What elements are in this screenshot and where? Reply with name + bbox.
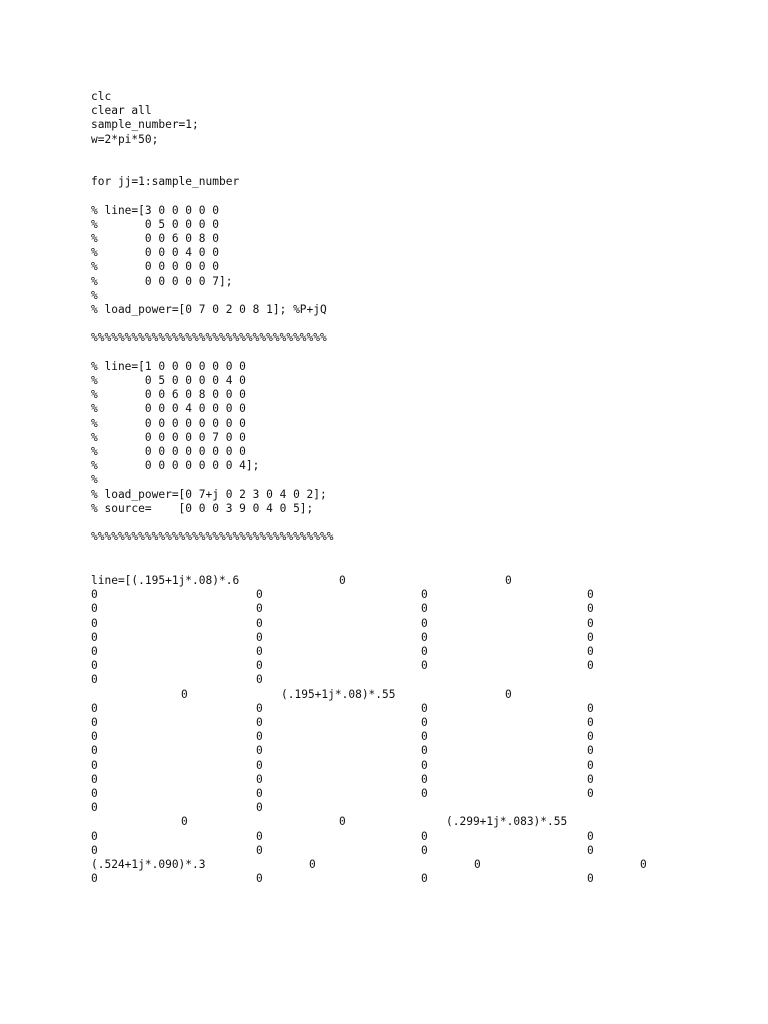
- matrix-cell: 0: [256, 758, 263, 772]
- code-line: % source= [0 0 0 3 9 0 4 0 5];: [91, 501, 314, 515]
- matrix-cell: 0: [421, 744, 428, 758]
- code-line: clc: [91, 90, 112, 103]
- matrix-cell: 0: [91, 616, 98, 630]
- code-line: % 0 0 6 0 8 0: [91, 232, 219, 245]
- matrix-cell: 0: [91, 829, 98, 843]
- matrix-cell: 0: [91, 758, 98, 772]
- code-line: % 0 5 0 0 0 0 4 0: [91, 374, 246, 387]
- matrix-cell: 0: [587, 772, 594, 786]
- matrix-cell: line=[(.195+1j*.08)*.6: [91, 574, 240, 587]
- matrix-cell: 0: [256, 872, 263, 886]
- matrix-cell: 0: [91, 872, 98, 886]
- matrix-cell: 0: [256, 829, 263, 843]
- matrix-cell: 0: [587, 716, 594, 729]
- matrix-cell: 0: [421, 758, 428, 772]
- code-line: % 0 0 0 4 0 0: [91, 246, 219, 260]
- matrix-cell: 0: [587, 602, 594, 616]
- matrix-cell: 0: [421, 616, 428, 630]
- matrix-cell: 0: [587, 744, 594, 758]
- matrix-cell: 0: [505, 574, 512, 587]
- matrix-cell: 0: [474, 858, 481, 871]
- matrix-cell: 0: [91, 787, 98, 800]
- matrix-cell: 0: [256, 673, 263, 687]
- matrix-cell: 0: [421, 787, 428, 800]
- matrix-cell: 0: [256, 772, 263, 786]
- matrix-cell: 0: [256, 801, 263, 815]
- code-line: %: [91, 473, 98, 487]
- matrix-cell: 0: [421, 772, 428, 786]
- matrix-cell: 0: [587, 588, 594, 602]
- matrix-cell: 0: [91, 630, 98, 644]
- matrix-cell: 0: [91, 730, 98, 744]
- matrix-cell: 0: [256, 659, 263, 673]
- matrix-cell: 0: [587, 659, 594, 673]
- matrix-cell: 0: [587, 787, 594, 800]
- code-line: % 0 0 6 0 8 0 0 0: [91, 388, 246, 402]
- code-line: % 0 0 0 4 0 0 0 0: [91, 402, 246, 416]
- matrix-cell: 0: [91, 588, 98, 602]
- matrix-cell: 0: [587, 843, 594, 857]
- code-line: % 0 0 0 0 0 7 0 0: [91, 430, 246, 444]
- matrix-cell: 0: [339, 574, 346, 587]
- matrix-cell: 0: [421, 602, 428, 616]
- code-line: % load_power=[0 7 0 2 0 8 1]; %P+jQ: [91, 303, 327, 316]
- matrix-cell: 0: [256, 716, 263, 729]
- matrix-cell: 0: [91, 801, 98, 815]
- matrix-cell: 0: [91, 602, 98, 616]
- code-line: % line=[3 0 0 0 0 0: [91, 203, 219, 217]
- matrix-cell: 0: [256, 730, 263, 744]
- matrix-cell: 0: [256, 602, 263, 616]
- matrix-cell: 0: [421, 645, 428, 658]
- matrix-cell: 0: [91, 744, 98, 758]
- code-line: sample_number=1;: [91, 118, 199, 132]
- matrix-cell: 0: [640, 858, 647, 871]
- matrix-cell: 0: [587, 645, 594, 658]
- matrix-cell: 0: [587, 872, 594, 886]
- matrix-cell: 0: [587, 701, 594, 715]
- code-line: %: [91, 288, 98, 302]
- code-line: % 0 0 0 0 0 0 0 4];: [91, 459, 260, 473]
- matrix-cell: 0: [421, 730, 428, 744]
- matrix-cell: 0: [421, 843, 428, 857]
- code-line: % line=[1 0 0 0 0 0 0 0: [91, 359, 246, 373]
- code-line: % load_power=[0 7+j 0 2 3 0 4 0 2];: [91, 487, 327, 501]
- code-line: % 0 0 0 0 0 0 0 0: [91, 445, 246, 458]
- matrix-cell: 0: [256, 645, 263, 658]
- code-line: %%%%%%%%%%%%%%%%%%%%%%%%%%%%%%%%%%%: [91, 331, 327, 345]
- matrix-cell: 0: [421, 829, 428, 843]
- matrix-cell: 0: [91, 673, 98, 687]
- matrix-cell: 0: [256, 701, 263, 715]
- matrix-cell: 0: [91, 843, 98, 857]
- matrix-cell: 0: [91, 772, 98, 786]
- code-line: for jj=1:sample_number: [91, 175, 240, 189]
- matrix-cell: 0: [91, 716, 98, 729]
- code-line: % 0 0 0 0 0 7];: [91, 274, 233, 288]
- matrix-cell: 0: [309, 858, 316, 871]
- matrix-cell: 0: [587, 829, 594, 843]
- code-line: w=2*pi*50;: [91, 132, 159, 146]
- matrix-cell: 0: [587, 758, 594, 772]
- code-line: clear all: [91, 104, 152, 118]
- matrix-cell: 0: [256, 744, 263, 758]
- matrix-cell: 0: [421, 659, 428, 673]
- matrix-cell: (.195+1j*.08)*.55: [281, 687, 396, 701]
- matrix-cell: 0: [91, 645, 98, 658]
- matrix-cell: 0: [91, 701, 98, 715]
- matrix-cell: 0: [181, 815, 188, 829]
- matrix-cell: 0: [421, 630, 428, 644]
- matrix-cell: 0: [587, 630, 594, 644]
- code-line: % 0 0 0 0 0 0 0 0: [91, 416, 246, 430]
- matrix-cell: 0: [256, 843, 263, 857]
- matrix-cell: 0: [421, 872, 428, 886]
- matrix-cell: 0: [256, 588, 263, 602]
- matrix-cell: 0: [421, 588, 428, 602]
- matrix-cell: 0: [91, 659, 98, 673]
- matrix-cell: 0: [421, 701, 428, 715]
- code-line: % 0 5 0 0 0 0: [91, 217, 219, 231]
- code-line: % 0 0 0 0 0 0: [91, 260, 219, 274]
- matrix-cell: 0: [181, 687, 188, 701]
- matrix-cell: 0: [587, 730, 594, 744]
- matrix-cell: 0: [256, 616, 263, 630]
- code-line: %%%%%%%%%%%%%%%%%%%%%%%%%%%%%%%%%%%%: [91, 530, 334, 544]
- matrix-cell: (.524+1j*.090)*.3: [91, 858, 206, 871]
- matrix-cell: (.299+1j*.083)*.55: [446, 815, 568, 829]
- matrix-cell: 0: [505, 687, 512, 701]
- matrix-cell: 0: [587, 616, 594, 630]
- matrix-cell: 0: [421, 716, 428, 729]
- matrix-cell: 0: [256, 630, 263, 644]
- matrix-cell: 0: [339, 815, 346, 829]
- matrix-cell: 0: [256, 787, 263, 800]
